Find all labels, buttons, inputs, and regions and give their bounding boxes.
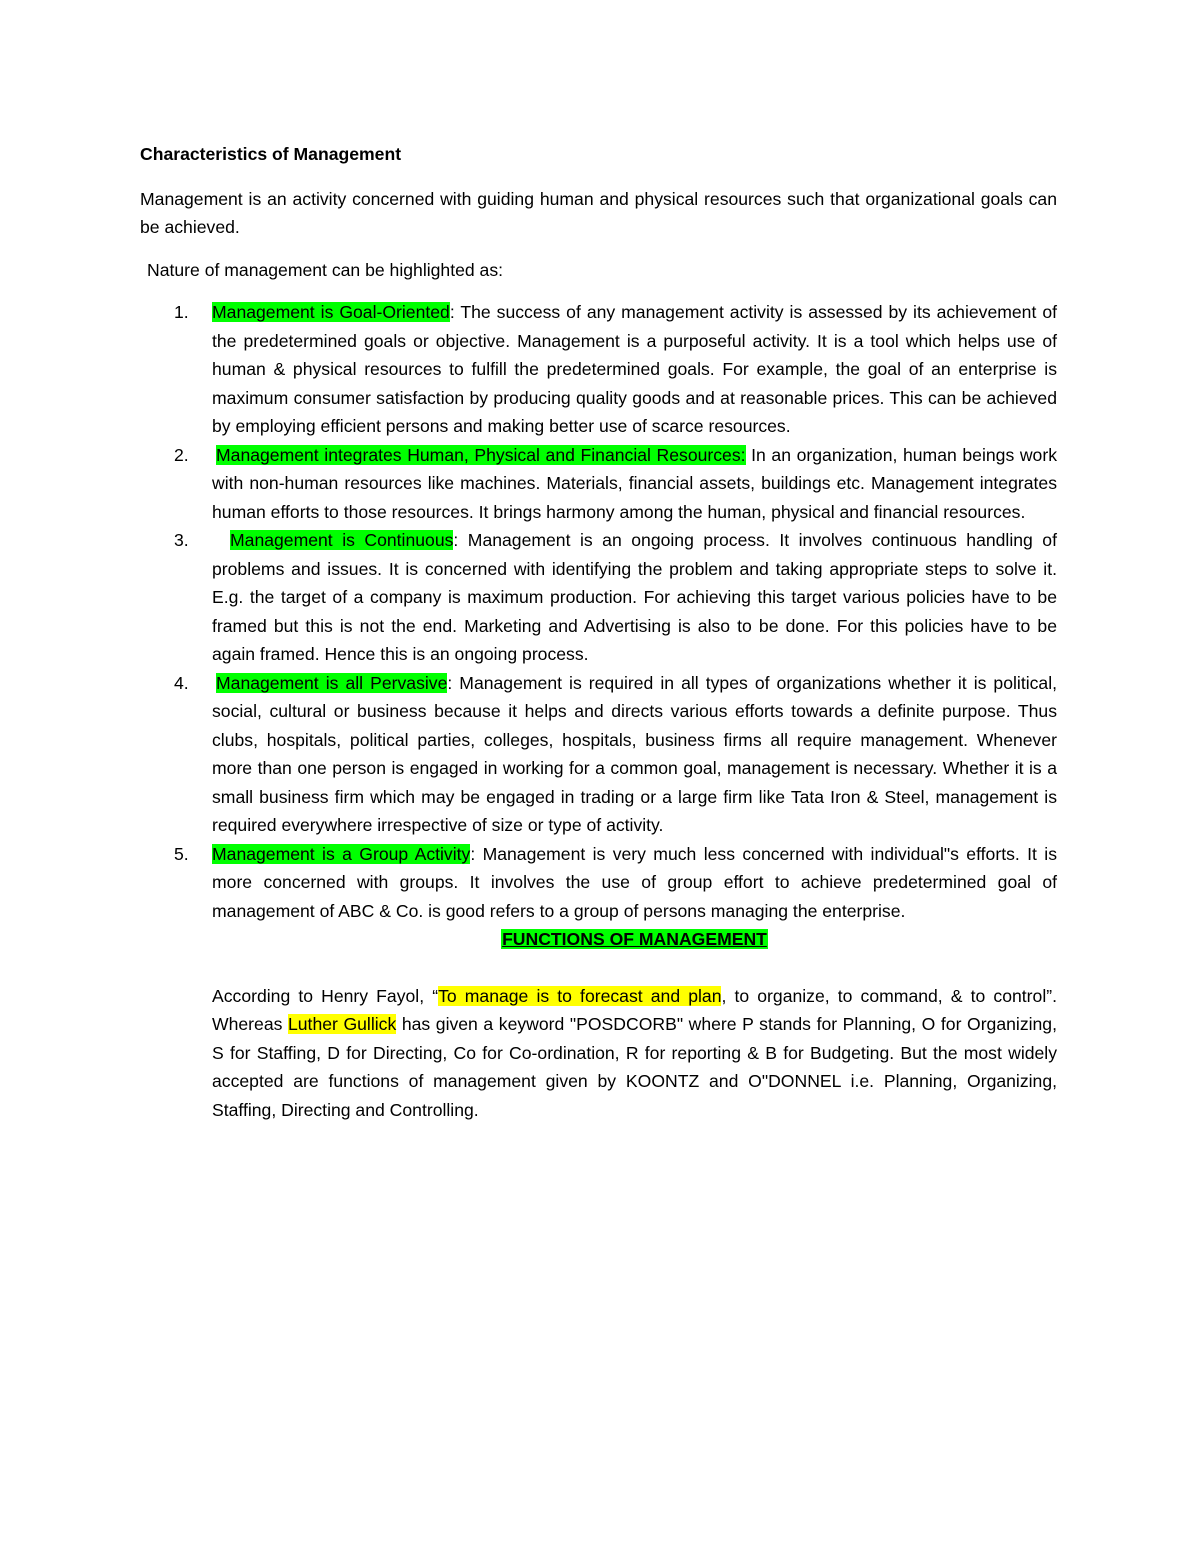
list-item bbox=[140, 840, 1057, 926]
closing-part-1: According to Henry Fayol, “ bbox=[212, 985, 439, 1006]
fayol-quote-highlight: To manage is to forecast and plan bbox=[438, 985, 722, 1006]
list-item bbox=[140, 669, 1057, 840]
list-item bbox=[140, 298, 1057, 441]
item-highlight: Management is all Pervasive bbox=[216, 672, 448, 693]
item-highlight: Management is Continuous bbox=[230, 530, 454, 550]
nature-line: Nature of management can be highlighted as: bbox=[147, 259, 504, 280]
item-highlight: Management is a Group Activity bbox=[212, 843, 471, 864]
closing-paragraph bbox=[140, 982, 1057, 1125]
item-text: : Management is an ongoing process. It involves continuous handling of problems and issues. It is concerned with identifying the problem and taking appropriate steps to solve it. E.g. the target of a company is maximum production. For achieving this target various policies have to be framed but this is not the end. Marketing and Advertising is also to be done. For this policies have to be again framed. Hence this is an ongoing process. bbox=[212, 530, 1057, 664]
item-text: : The success of any management activity is assessed by its achievement of the predetermined goals or objective. Management is a purposeful activity. It is a tool which helps use of human & physical resources to fulfill the predetermined goals. For example, the goal of an enterprise is maximum consumer satisfaction by producing quality goods and at reasonable prices. This can be achieved by employing efficient persons and making better use of scarce resources. bbox=[212, 302, 1057, 436]
gullick-name-highlight: Luther Gullick bbox=[287, 1014, 397, 1034]
intro-paragraph: Management is an activity concerned with guiding human and physical resources such that organizational goals can be achieved. bbox=[140, 188, 1057, 237]
item-highlight: Management integrates Human, Physical and Financial Resources: bbox=[216, 444, 746, 465]
closing-part-2: , to organize, to command, & to control”. Whereas bbox=[212, 985, 1057, 1034]
item-text: : Management is very much less concerned with individual"s efforts. It is more concerned with groups. It involves the use of group effort to achieve predetermined goal of management of ABC & Co. is good refers to a group of persons managing the enterprise. bbox=[212, 843, 1057, 921]
list-number: 3. bbox=[174, 530, 189, 550]
functions-title-text: FUNCTIONS OF MANAGEMENT bbox=[502, 929, 767, 949]
list-item bbox=[140, 441, 1057, 527]
closing-part-3: has given a keyword "POSDCORB" where P stands for Planning, O for Organizing, S for Staffing, D for Directing, Co for Co-ordination, R for reporting & B for Budgeting. But the most widely accepted are functions of management given by KOONTZ and O"DONNEL i.e. Planning, Organizing, Staffing, Directing and Controlling. bbox=[212, 1014, 1057, 1120]
list-number: 5. bbox=[174, 843, 189, 864]
functions-title bbox=[212, 925, 1057, 954]
item-highlight: Management is Goal-Oriented bbox=[212, 302, 450, 322]
list-number: 4. bbox=[174, 672, 189, 693]
item-text: : Management is required in all types of organizations whether it is political, social, cultural or business because it helps and directs various efforts towards a definite purpose. Thus clubs, hospitals, political parties, colleges, hospitals, business firms all require management. Whenever more than one person is engaged in working for a common goal, management is necessary. Whether it is a small business firm which may be engaged in trading or a large firm like Tata Iron & Steel, management is required everywhere irrespective of size or type of activity. bbox=[212, 672, 1057, 835]
characteristics-list bbox=[140, 298, 1057, 925]
list-number: 2. bbox=[174, 444, 189, 465]
list-number: 1. bbox=[174, 302, 189, 322]
document-page bbox=[140, 140, 1057, 1142]
document-heading: Characteristics of Management bbox=[140, 144, 402, 164]
list-item bbox=[140, 526, 1057, 669]
item-text: In an organization, human beings work with non-human resources like machines. Materials, financial assets, buildings etc. Management integrates human efforts to those resources. It brings harmony among the human, physical and financial resources. bbox=[212, 444, 1057, 522]
